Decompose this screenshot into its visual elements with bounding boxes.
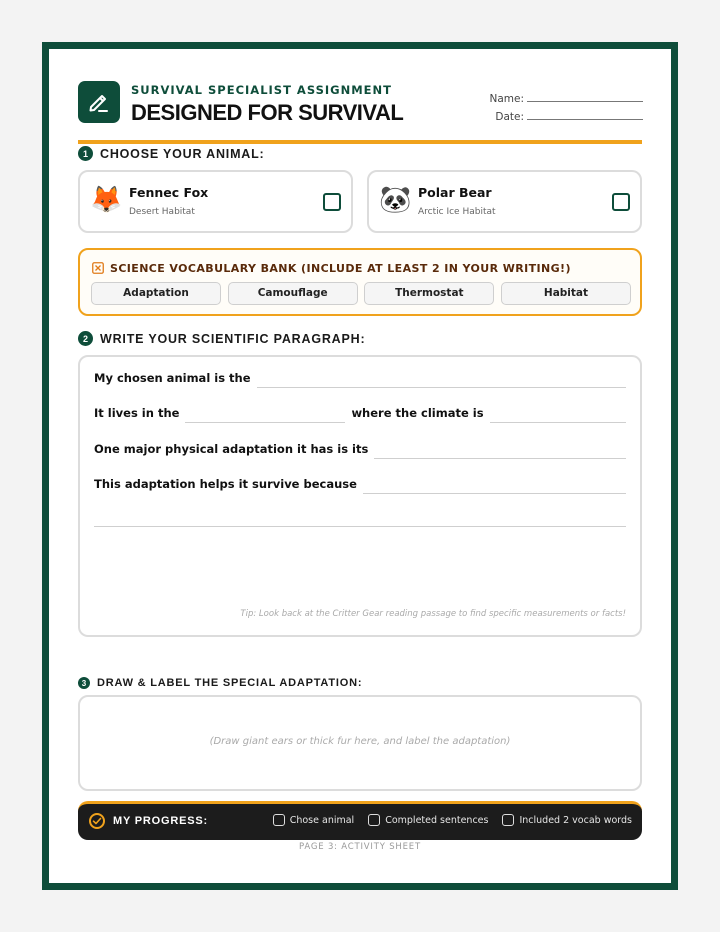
animal-name: Polar Bear [418, 185, 492, 200]
animal-habitat: Desert Habitat [129, 207, 195, 217]
section-2-number: 2 [78, 331, 93, 346]
answer-blank[interactable] [490, 409, 626, 423]
section-1-number: 1 [78, 146, 93, 161]
animal-card-fennec-fox[interactable] [78, 170, 353, 233]
progress-item-vocab-words[interactable] [502, 814, 632, 826]
section-3-number: 3 [78, 677, 90, 689]
fox-icon: 🦊 [90, 184, 123, 214]
animal-card-polar-bear[interactable] [367, 170, 642, 233]
animal-checkbox[interactable] [323, 193, 341, 211]
sentence-prompt: where the climate is [351, 406, 484, 420]
page-footer: PAGE 3: ACTIVITY SHEET [299, 842, 421, 852]
answer-blank[interactable] [374, 445, 626, 459]
progress-checkbox[interactable] [368, 814, 380, 826]
vocab-chip: Adaptation [91, 282, 221, 305]
answer-blank[interactable] [257, 374, 626, 388]
sentence-row-1 [94, 371, 626, 388]
progress-checklist [259, 814, 632, 826]
progress-item-label: Included 2 vocab words [519, 814, 632, 826]
vocabulary-title: SCIENCE VOCABULARY BANK (INCLUDE AT LEAST 2 IN YOUR WRITING!) [110, 262, 571, 275]
answer-blank[interactable] [185, 409, 345, 423]
sentence-prompt: This adaptation helps it survive because [94, 477, 357, 491]
name-line[interactable] [527, 93, 643, 102]
assignment-kicker: SURVIVAL SPECIALIST ASSIGNMENT [131, 83, 392, 97]
answer-blank[interactable] [94, 513, 626, 527]
header-divider [78, 140, 642, 144]
section-1-heading [78, 146, 265, 161]
sentence-row-5 [94, 513, 626, 527]
vocabulary-bank [78, 248, 642, 316]
progress-item-completed-sentences[interactable] [368, 814, 488, 826]
page-title: DESIGNED FOR SURVIVAL [131, 100, 404, 125]
progress-bar [78, 801, 642, 840]
worksheet-page [49, 49, 671, 883]
progress-item-label: Completed sentences [385, 814, 489, 826]
sentence-row-2 [94, 406, 626, 423]
name-field[interactable] [489, 93, 643, 105]
sentence-prompt: It lives in the [94, 406, 180, 420]
vocab-chip: Habitat [501, 282, 631, 305]
section-1-title: CHOOSE YOUR ANIMAL: [100, 146, 265, 161]
drawing-hint: (Draw giant ears or thick fur here, and label the adaptation) [209, 736, 511, 747]
animal-checkbox[interactable] [612, 193, 630, 211]
progress-item-label: Chose animal [289, 814, 355, 826]
section-2-title: WRITE YOUR SCIENTIFIC PARAGRAPH: [100, 331, 366, 346]
date-field[interactable] [495, 111, 643, 123]
section-2-heading [78, 331, 365, 346]
pencil-icon [78, 81, 120, 123]
sentence-prompt: One major physical adaptation it has is its [94, 442, 369, 456]
vocab-chip: Thermostat [364, 282, 494, 305]
sentence-row-4 [94, 477, 626, 494]
progress-item-chose-animal[interactable] [273, 814, 354, 826]
tip-text: Tip: Look back at the Critter Gear reading passage to find specific measurements or facts! [240, 609, 626, 619]
close-box-icon [92, 262, 104, 274]
page-border [42, 42, 678, 890]
date-line[interactable] [527, 111, 643, 120]
section-3-heading [78, 677, 362, 689]
check-circle-icon [89, 813, 105, 829]
sentence-row-3 [94, 442, 626, 459]
vocab-chip: Camouflage [228, 282, 358, 305]
progress-checkbox[interactable] [273, 814, 285, 826]
progress-checkbox[interactable] [502, 814, 514, 826]
paragraph-box [78, 355, 642, 637]
bear-icon: 🐼 [379, 184, 412, 214]
progress-title: MY PROGRESS: [113, 815, 208, 827]
answer-blank[interactable] [363, 480, 626, 494]
drawing-area[interactable] [78, 695, 642, 791]
sentence-prompt: My chosen animal is the [94, 371, 251, 385]
animal-name: Fennec Fox [129, 185, 209, 200]
section-3-title: DRAW & LABEL THE SPECIAL ADAPTATION: [97, 677, 363, 689]
animal-habitat: Arctic Ice Habitat [418, 207, 496, 217]
date-label: Date: [495, 111, 524, 123]
vocabulary-words [91, 282, 631, 305]
name-label: Name: [489, 93, 524, 105]
